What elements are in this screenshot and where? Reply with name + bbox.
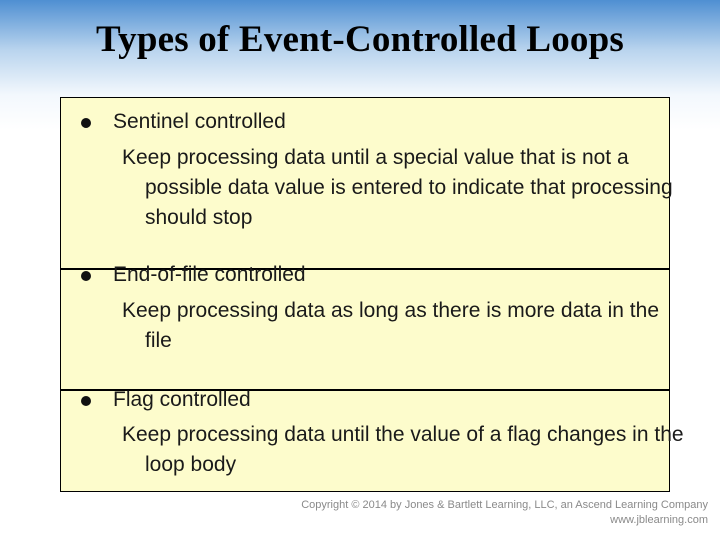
section-heading: Flag controlled bbox=[113, 388, 251, 411]
section-heading: Sentinel controlled bbox=[113, 110, 286, 133]
section-description: Keep processing data as long as there is more data in the file bbox=[122, 299, 659, 352]
copyright-text: Copyright © 2014 by Jones & Bartlett Learning, LLC, an Ascend Learning Company bbox=[301, 499, 708, 511]
content-box bbox=[60, 97, 684, 492]
bullet-icon bbox=[81, 118, 91, 128]
slide-title: Types of Event-Controlled Loops bbox=[95, 19, 624, 60]
bullet-icon bbox=[81, 271, 91, 281]
copyright-footer bbox=[301, 498, 708, 528]
section-description: Keep processing data until a special value that is not a possible data value is entered to indicate that processing should stop bbox=[122, 146, 673, 229]
section-heading: End-of-file controlled bbox=[113, 263, 306, 286]
website-text: www.jblearning.com bbox=[610, 514, 708, 526]
section-description: Keep processing data until the value of a flag changes in the loop body bbox=[122, 423, 684, 476]
bullet-icon bbox=[81, 396, 91, 406]
